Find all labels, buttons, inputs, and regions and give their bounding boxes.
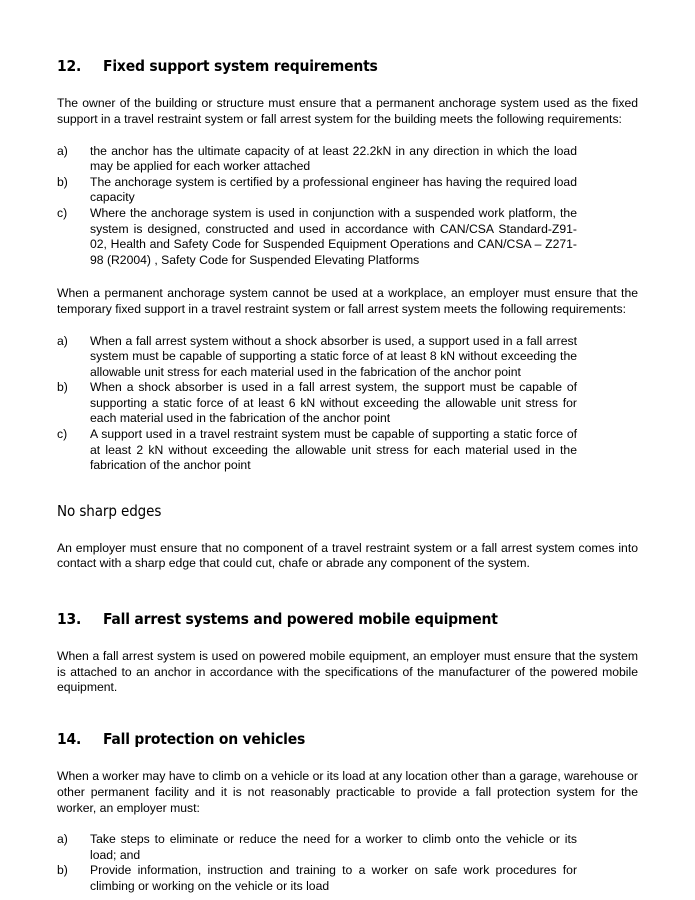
list-item-text: When a shock absorber is used in a fall arrest system, the support must be capable of supporting a static force of at least 6 kN without exceeding the allowable unit stress for each material used in the fabrication of the anchor point <box>90 380 577 426</box>
heading-section-14 <box>57 730 638 749</box>
list-item-text: When a fall arrest system without a shock absorber is used, a support used in a fall arrest system must be capable of supporting a static force of at least 8 kN without exceeding the allowable unit stress for each material used in the fabrication of the anchor point <box>90 333 577 379</box>
paragraph-13-intro: When a fall arrest system is used on powered mobile equipment, an employer must ensure that the system is attached to an anchor in accordance with the specifications of the manufacturer of the powered mobile equipment. <box>57 649 638 695</box>
list-item-text: Take steps to eliminate or reduce the need for a worker to climb onto the vehicle or its load; and <box>90 832 577 862</box>
list-item-text: the anchor has the ultimate capacity of at least 22.2kN in any direction in which the load may be applied for each worker attached <box>90 143 577 174</box>
list-item <box>57 832 577 863</box>
list-marker: b) <box>57 863 68 878</box>
spacer <box>57 128 638 144</box>
heading-13-number: 13. <box>57 609 82 628</box>
heading-no-sharp-edges: No sharp edges <box>57 501 162 520</box>
spacer <box>57 76 638 96</box>
list-item-text: Provide information, instruction and training to a worker on safe work procedures for climbing or working on the vehicle or its load <box>90 863 577 893</box>
list-item <box>57 863 577 894</box>
list-item-text: Where the anchorage system is used in conjunction with a suspended work platform, the system is designed, constructed and used in accordance with CAN/CSA Standard-Z91-02, Health and Safety Code for Suspended Equipment Operations and CAN/CSA – Z271-98 (R2004) , Safety Code for Suspended Elevating Platforms <box>90 205 577 267</box>
list-marker: c) <box>57 427 68 442</box>
list-item <box>57 144 577 175</box>
spacer <box>57 749 638 769</box>
list-marker: a) <box>57 832 68 847</box>
heading-12-number: 12. <box>57 57 82 75</box>
list-item <box>57 380 577 427</box>
list-marker: a) <box>57 333 68 348</box>
paragraph-no-sharp-edges: An employer must ensure that no component of a travel restraint system or a fall arrest system comes into contact with a sharp edge that could cut, chafe or abrade any component of the system. <box>57 540 638 571</box>
paragraph-14-intro: When a worker may have to climb on a vehicle or its load at any location other than a garage, warehouse or other permanent facility and it is not reasonably practicable to provide a fall protection system for the worker, an employer must: <box>57 769 638 815</box>
paragraph-12-intro: The owner of the building or structure must ensure that a permanent anchorage system used as the fixed support in a travel restraint system or fall arrest system for the building meets the following requirements: <box>57 96 638 126</box>
list-item-text: A support used in a travel restraint system must be capable of supporting a static force of at least 2 kN without exceeding the allowable unit stress for each material used in the fabrication of the anchor point <box>90 427 577 473</box>
list-marker: c) <box>57 205 68 220</box>
paragraph-12-second-intro: When a permanent anchorage system cannot be used at a workplace, an employer must ensure that the temporary fixed support in a travel restraint system or fall arrest system meets the following requirements: <box>57 286 638 316</box>
spacer <box>57 521 638 541</box>
list-marker: a) <box>57 143 68 158</box>
document-content <box>57 57 638 894</box>
list-12-requirements-two <box>57 334 577 474</box>
list-marker: b) <box>57 174 68 189</box>
list-12-requirements-one <box>57 144 577 269</box>
list-14-employer-duties <box>57 832 577 894</box>
list-item <box>57 206 577 268</box>
spacer <box>57 474 638 502</box>
spacer <box>57 572 638 610</box>
spacer <box>57 816 638 832</box>
heading-14-title: Fall protection on vehicles <box>103 729 306 748</box>
list-item <box>57 334 577 381</box>
heading-section-12 <box>57 57 638 76</box>
spacer <box>57 268 638 286</box>
heading-13-title: Fall arrest systems and powered mobile equipment <box>103 609 498 628</box>
list-item <box>57 175 577 206</box>
spacer <box>57 696 638 730</box>
list-marker: b) <box>57 380 68 395</box>
heading-14-number: 14. <box>57 729 82 748</box>
spacer <box>57 629 638 649</box>
list-item-text: The anchorage system is certified by a professional engineer has having the required load capacity <box>90 174 577 205</box>
list-item <box>57 427 577 474</box>
heading-12-title: Fixed support system requirements <box>103 57 378 75</box>
heading-section-13 <box>57 610 638 629</box>
spacer <box>57 318 638 334</box>
